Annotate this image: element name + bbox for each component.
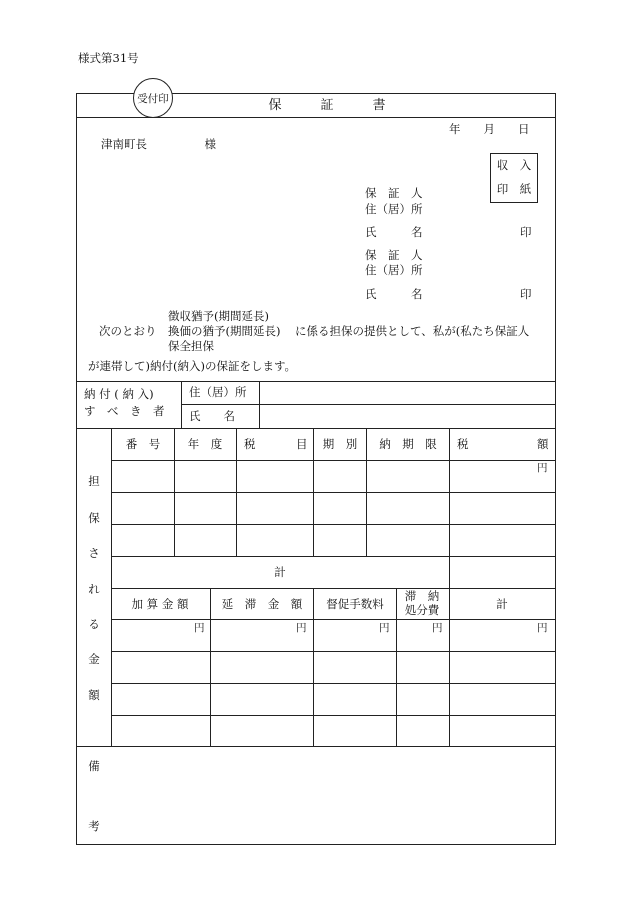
date-line: 年 月 日 — [449, 122, 530, 136]
payer-name-label: 氏 名 — [189, 409, 235, 423]
header-disposal-line2: 処分費 — [404, 603, 440, 617]
statement-option-3: 保全担保 — [168, 339, 214, 353]
header-disposal-line1: 滞 納 — [404, 589, 440, 603]
secured-side-label-4: れ — [88, 582, 100, 596]
statement-lead: 次のとおり — [99, 324, 157, 338]
header-number: 番 号 — [125, 437, 161, 451]
secured-side-label-3: さ — [88, 546, 100, 560]
header-total: 計 — [496, 597, 508, 611]
guarantor2-seal-mark: 印 — [520, 287, 532, 301]
guarantor2-role: 保 証 人 — [365, 248, 423, 262]
secured-side-label-6: 金 — [88, 652, 100, 666]
guarantor1-address-label: 住（居）所 — [365, 202, 423, 216]
header-year: 年 度 — [187, 437, 223, 451]
reminder-fee-yen: 円 — [379, 622, 390, 634]
form-number: 様式第31号 — [78, 51, 139, 65]
statement-middle: に係る担保の提供として、私が(私たち保証人 — [295, 324, 530, 338]
revenue-stamp-line2: 印 紙 — [496, 182, 532, 196]
revenue-stamp-line1: 収 入 — [496, 158, 532, 172]
remarks-label-2: 考 — [88, 819, 100, 833]
header-additional-amount: 加 算 金 額 — [131, 597, 189, 611]
statement-tail: が連帯して)納付(納入)の保証をします。 — [88, 359, 297, 373]
total-yen: 円 — [537, 622, 548, 634]
header-tax-amount-a: 税 — [457, 437, 469, 451]
payer-address-label: 住（居）所 — [189, 385, 247, 399]
secured-side-label-2: 保 — [88, 511, 100, 525]
header-reminder-fee: 督促手数料 — [326, 597, 384, 611]
tax-amount-yen: 円 — [537, 462, 548, 474]
remarks-label-1: 備 — [88, 759, 100, 773]
statement-option-2: 換価の猶予(期間延長) — [168, 324, 281, 338]
form-frame — [76, 93, 556, 845]
receipt-stamp-label: 受付印 — [137, 92, 169, 105]
form-title: 保 証 書 — [268, 98, 386, 113]
delinquency-yen: 円 — [296, 622, 307, 634]
statement-option-1: 徴収猶予(期間延長) — [168, 309, 269, 323]
additional-yen: 円 — [194, 622, 205, 634]
header-tax-amount-b: 額 — [537, 437, 549, 451]
addressee: 津南町長 様 — [101, 137, 216, 151]
header-period: 期 別 — [322, 437, 358, 451]
secured-side-label-1: 担 — [88, 474, 100, 488]
guarantor1-name-label: 氏 名 — [365, 225, 423, 239]
guarantor2-address-label: 住（居）所 — [365, 263, 423, 277]
secured-side-label-5: る — [88, 617, 100, 631]
payer-label-line1: 納 付 ( 納 入) — [84, 387, 154, 401]
receipt-stamp-circle — [133, 78, 173, 118]
secured-side-label-7: 額 — [88, 688, 100, 702]
disposal-yen: 円 — [432, 622, 443, 634]
guarantor1-seal-mark: 印 — [520, 225, 532, 239]
subtotal-label: 計 — [274, 565, 286, 579]
payer-label-line2: す べ き 者 — [84, 404, 165, 418]
header-tax-item-a: 税 — [244, 437, 256, 451]
header-tax-item-b: 目 — [296, 437, 308, 451]
header-due-date: 納 期 限 — [379, 437, 437, 451]
guarantor1-role: 保 証 人 — [365, 186, 423, 200]
guarantor2-name-label: 氏 名 — [365, 287, 423, 301]
header-delinquency-amount: 延 滞 金 額 — [221, 597, 303, 611]
